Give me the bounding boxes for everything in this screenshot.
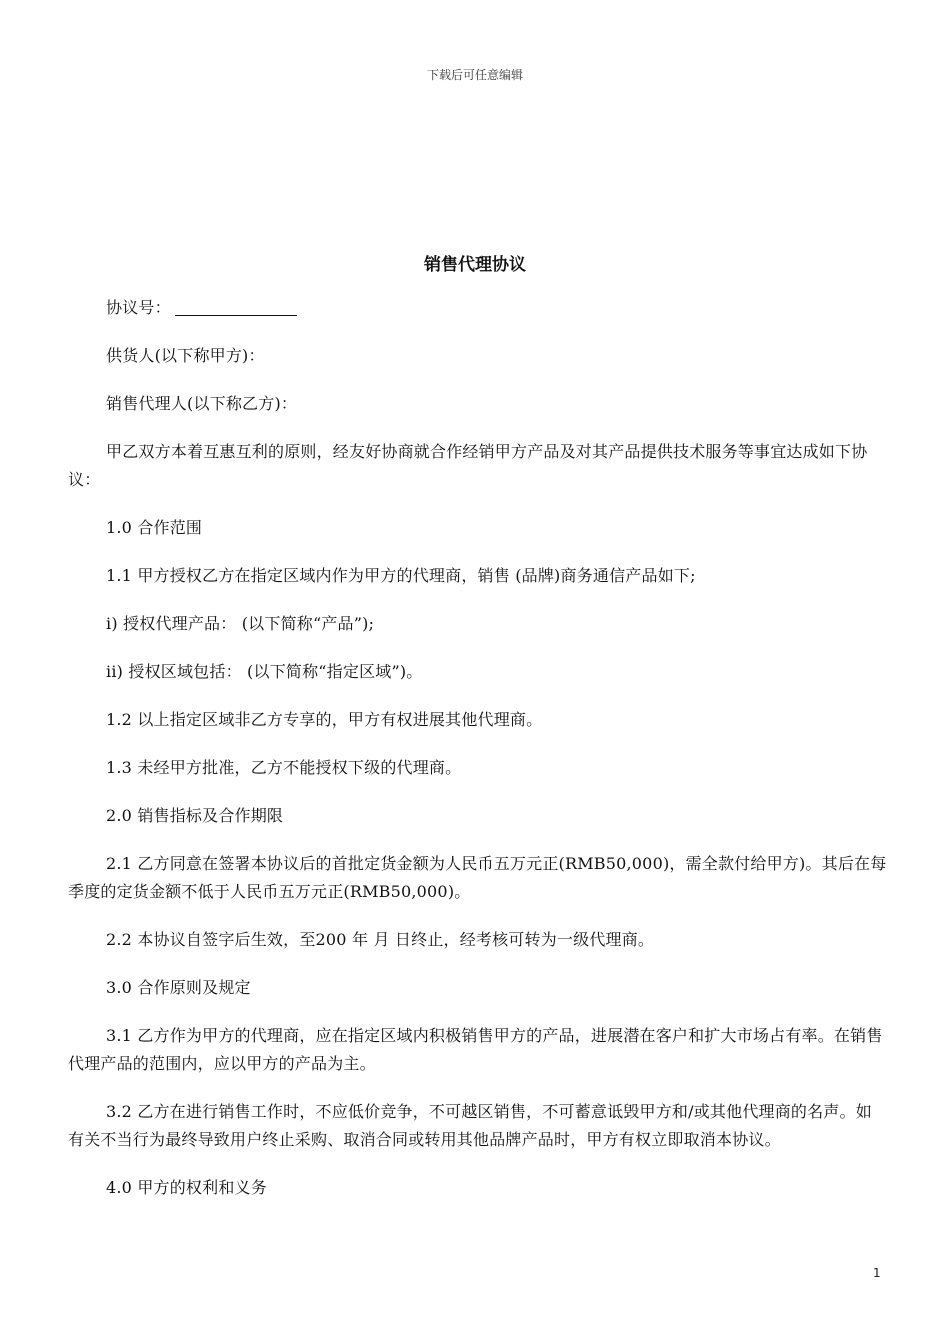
section-heading-1-0: 1.0 合作范围	[106, 518, 203, 537]
page-number: 1	[873, 1266, 881, 1280]
agreement-number-label: 协议号：	[106, 298, 171, 317]
clause-3-2: 3.2 乙方在进行销售工作时，不应低价竞争，不可越区销售，不可蓄意诋毁甲方和/或其他代理商的名声。如有关不当行为最终导致用户终止采购、取消合同或转用其他品牌产品时，甲方有权立即取消本协议。	[68, 1102, 872, 1149]
section-heading-3-0: 3.0 合作原则及规定	[106, 978, 251, 997]
clause-1-1-i: i) 授权代理产品： (以下简称“产品”);	[106, 614, 375, 633]
clause-1-1: 1.1 甲方授权乙方在指定区域内作为甲方的代理商，销售 (品牌)商务通信产品如下;	[106, 566, 696, 585]
clause-2-2: 2.2 本协议自签字后生效，至200 年 月 日终止，经考核可转为一级代理商。	[106, 930, 655, 949]
clause-1-3: 1.3 未经甲方批准，乙方不能授权下级的代理商。	[106, 758, 462, 777]
clause-1-2: 1.2 以上指定区域非乙方专享的，甲方有权进展其他代理商。	[106, 710, 543, 729]
agreement-number-blank	[175, 297, 297, 316]
section-heading-4-0: 4.0 甲方的权利和义务	[106, 1178, 267, 1197]
clause-1-1-ii: ii) 授权区域包括： (以下简称“指定区域”)。	[106, 662, 423, 681]
document-title: 销售代理协议	[424, 255, 526, 275]
paragraph-preamble: 甲乙双方本着互惠互利的原则，经友好协商就合作经销甲方产品及对其产品提供技术服务等事宜达成如下协议：	[68, 442, 868, 489]
clause-2-1: 2.1 乙方同意在签署本协议后的首批定货金额为人民币五万元正(RMB50,000)，需全款付给甲方)。其后在每季度的定货金额不低于人民币五万元正(RMB50,000)。	[68, 854, 887, 901]
paragraph-sales-agent: 销售代理人(以下称乙方)：	[106, 394, 298, 413]
section-heading-2-0: 2.0 销售指标及合作期限	[106, 806, 284, 825]
document-body	[68, 294, 888, 1222]
clause-3-1: 3.1 乙方作为甲方的代理商，应在指定区域内积极销售甲方的产品，进展潜在客户和扩大市场占有率。在销售代理产品的范围内，应以甲方的产品为主。	[68, 1026, 883, 1073]
header-note: 下载后可任意编辑	[426, 68, 523, 82]
paragraph-supplier: 供货人(以下称甲方)：	[106, 346, 265, 365]
paragraph-agreement-number	[68, 294, 888, 322]
